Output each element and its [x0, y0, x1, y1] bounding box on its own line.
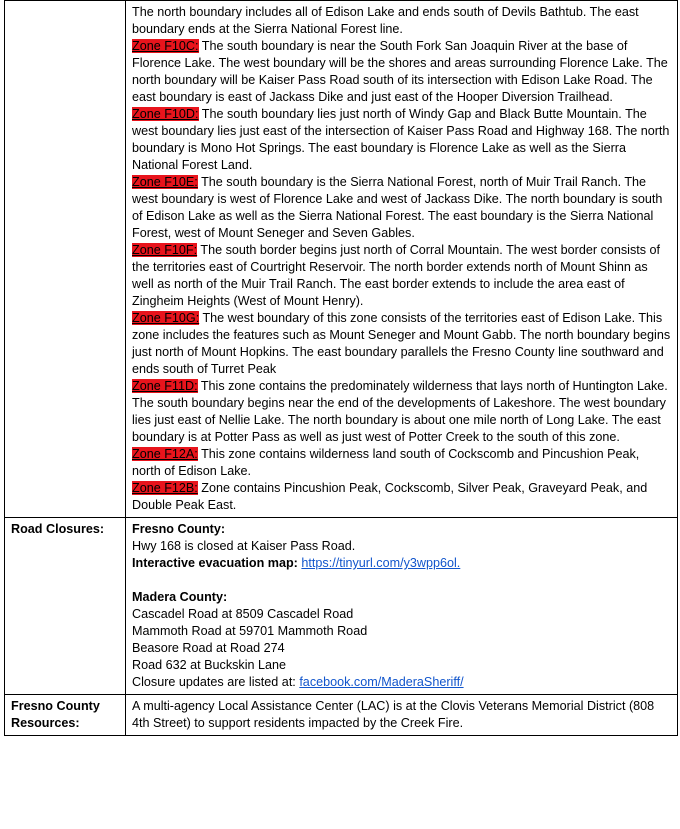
- zone-tag: Zone F10D:: [132, 107, 199, 121]
- evacuation-map-link[interactable]: https://tinyurl.com/y3wpp6ol.: [301, 556, 461, 570]
- zone-tag: Zone F10F:: [132, 243, 198, 257]
- resources-content: A multi-agency Local Assistance Center (LAC) is at the Clovis Veterans Memorial District (808 4th Street) to support residents impacted by the Creek Fire.: [126, 695, 678, 736]
- zone-text: This zone contains wilderness land south of Cockscomb and Pincushion Peak, north of Edison Lake.: [132, 447, 640, 478]
- zone-text: The south boundary is near the South Fork San Joaquin River at the base of Florence Lake. The west boundary will be the shores and areas surrounding Florence Lake. The north boundary will be Kaiser Pass Road south of its intersection with Edison Lake Road. The east boundary is east of Jackass Dike and just east of the Hooper Diversion Trailhead.: [132, 39, 668, 104]
- zone-tag: Zone F11D:: [132, 379, 198, 393]
- zone-text: The south boundary is the Sierra National Forest, north of Muir Trail Ranch. The west boundary is west of Florence Lake and west of Jackass Dike. The north boundary is south of Edison Lake as well as the Sierra National Forest. The east boundary is the Sierra National Forest, west of Mount Seneger and Seven Gables.: [132, 175, 663, 240]
- madera-closure-line: Road 632 at Buckskin Lane: [132, 658, 287, 672]
- zones-row: [5, 1, 678, 518]
- zone-tag: Zone F12B:: [132, 481, 198, 495]
- zone-tag: Zone F10C:: [132, 39, 199, 53]
- resources-label: Fresno County Resources:: [5, 695, 126, 736]
- madera-heading: Madera County:: [132, 590, 228, 604]
- closure-updates-label: Closure updates are listed at:: [132, 675, 300, 689]
- closure-updates-line: [132, 674, 671, 691]
- zones-content-cell: [126, 1, 678, 518]
- zone-tag: Zone F12A:: [132, 447, 198, 461]
- info-table: [4, 0, 678, 736]
- road-closures-label: Road Closures:: [5, 518, 126, 695]
- evacuation-map-line: [132, 555, 671, 572]
- road-closures-row: [5, 518, 678, 695]
- madera-closure-line: Mammoth Road at 59701 Mammoth Road: [132, 624, 368, 638]
- madera-closure-line: Cascadel Road at 8509 Cascadel Road: [132, 607, 354, 621]
- zone-tag: Zone F10E:: [132, 175, 198, 189]
- zone-text: The south boundary lies just north of Windy Gap and Black Butte Mountain. The west boundary lies just east of the intersection of Kaiser Pass Road and Highway 168. The north boundary is Mono Hot Springs. The east boundary is Florence Lake as well as the Sierra National Forest Land.: [132, 107, 670, 172]
- road-closures-content: [126, 518, 678, 695]
- resources-row: [5, 695, 678, 736]
- madera-sheriff-link[interactable]: facebook.com/MaderaSheriff/: [299, 675, 464, 689]
- zone-item-f12b: [132, 480, 671, 514]
- zone-item-f10c: [132, 38, 671, 106]
- zones-label-cell: [5, 1, 126, 518]
- zone-text: The south border begins just north of Corral Mountain. The west border consists of the territories east of Courtright Reservoir. The north border extends north of Mount Shinn as well as north of the Muir Trail Ranch. The east border extends to include the area east of Zingheim Heights (West of Mount Henry).: [132, 243, 661, 308]
- zone-text: This zone contains the predominately wilderness that lays north of Huntington Lake. The south boundary begins near the end of the developments of Lakeshore. The west boundary lies just east of Nellie Lake. The north boundary is about one mile north of Long Lake. The east boundary is at Potter Pass as well as just west of Potter Creek to the south of this zone.: [132, 379, 668, 444]
- madera-closure-line: Beasore Road at Road 274: [132, 641, 285, 655]
- zone-item-f10f: [132, 242, 671, 310]
- zone-text: Zone contains Pincushion Peak, Cockscomb, Silver Peak, Graveyard Peak, and Double Peak East.: [132, 481, 648, 512]
- fresno-heading: Fresno County:: [132, 522, 226, 536]
- zone-item-f12a: [132, 446, 671, 480]
- evacuation-map-label: Interactive evacuation map:: [132, 556, 302, 570]
- spacer: [132, 572, 671, 589]
- fresno-closure-line: Hwy 168 is closed at Kaiser Pass Road.: [132, 539, 356, 553]
- zone-text: The west boundary of this zone consists of the territories east of Edison Lake. This zone includes the features such as Mount Seneger and Mount Gabb. The north boundary begins just north of Mount Hopkins. The east boundary parallels the Fresno County line southward and ends south of Turret Peak: [132, 311, 671, 376]
- zone-item-f10e: [132, 174, 671, 242]
- zone-item-f10d: [132, 106, 671, 174]
- zone-item-f11d: [132, 378, 671, 446]
- zone-intro: The north boundary includes all of Edison Lake and ends south of Devils Bathtub. The east boundary ends at the Sierra National Forest line.: [132, 5, 639, 36]
- zone-tag: Zone F10G:: [132, 311, 200, 325]
- zone-item-f10g: [132, 310, 671, 378]
